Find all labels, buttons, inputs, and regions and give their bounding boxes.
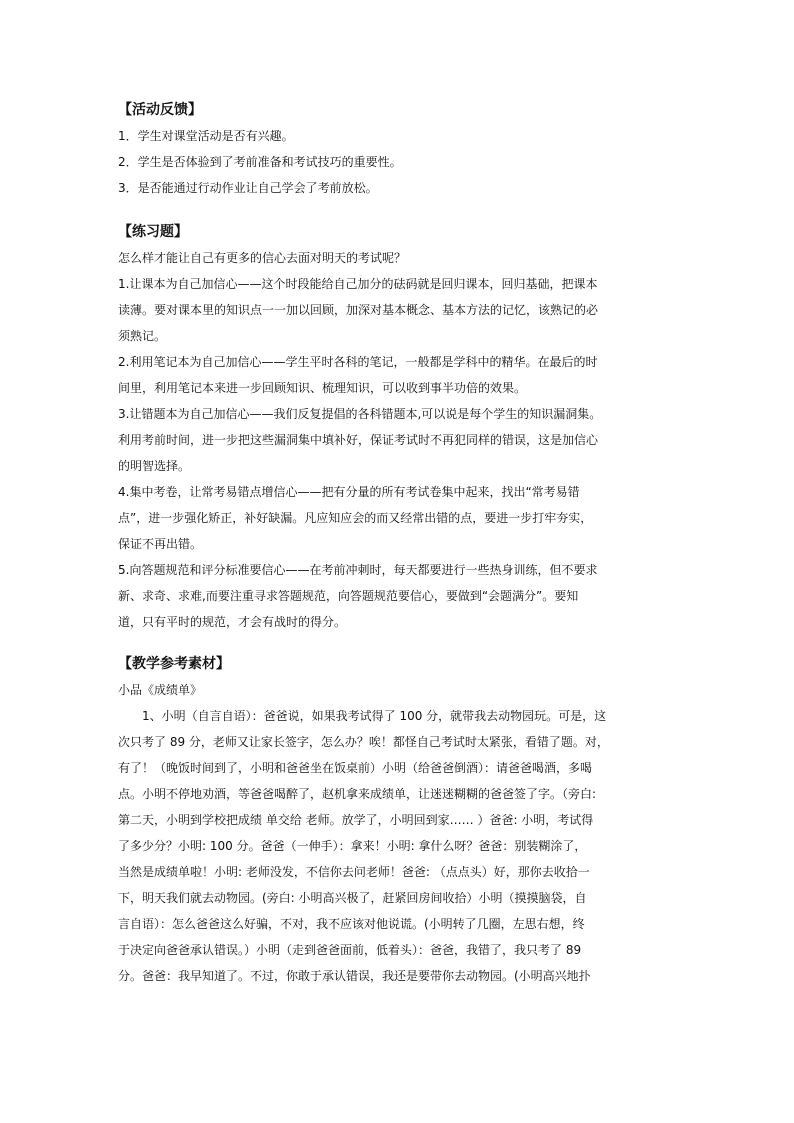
exercise-line: 2.利用笔记本为自己加信心——学生平时各科的笔记，一般都是学科中的精华。在最后的时 [118, 355, 598, 369]
section-heading-feedback: 【活动反馈】 [118, 102, 202, 118]
exercise-line: 1.让课本为自己加信心——这个时段能给自己加分的砝码就是回归课本，回归基础，把课本 [118, 277, 598, 291]
exercise-line: 5.向答题规范和评分标准要信心——在考前冲刺时，每天都要进行一些热身训练，但不要求 [118, 563, 598, 577]
feedback-item-3: 3．是否能通过行动作业让自己学会了考前放松。 [118, 181, 378, 195]
section-spacer [118, 201, 680, 219]
material-line: 了多少分？小明: 100 分。爸爸（一伸手）：拿来！小明: 拿什么呀？爸爸：别装糊涂了， [118, 839, 587, 853]
exercise-line: 读薄。要对课本里的知识点一一加以回顾，加深对基本概念、基本方法的记忆，该熟记的必 [118, 303, 599, 317]
section-spacer [118, 635, 680, 651]
material-line: 言自语）：怎么爸爸这么好骗，不对，我不应该对他说谎。(小明转了几圈，左思右想，终 [118, 917, 585, 931]
material-line: 当然是成绩单啦！小明: 老师没发，不信你去问老师！爸爸: （点点头）好，那你去收拾一 [118, 865, 590, 879]
section-heading-exercise: 【练习题】 [118, 224, 188, 240]
material-line: 下，明天我们就去动物园。(旁白: 小明高兴极了，赶紧回房间收拾）小明（摸摸脑袋，自 [118, 891, 587, 905]
material-line: 第二天，小明到学校把成绩 单交给 老师。放学了，小明回到家…… ）爸爸: 小明，考试得 [118, 813, 594, 827]
exercise-line: 点”，进一步强化矫正，补好缺漏。凡应知应会的而又经常出错的点，要进一步打牢夯实， [118, 511, 593, 525]
feedback-item-2: 2．学生是否体验到了考前准备和考试技巧的重要性。 [118, 155, 402, 169]
exercise-line: 间里，利用笔记本来进一步回顾知识、梳理知识，可以收到事半功倍的效果。 [118, 381, 527, 395]
material-line: 1、小明（自言自语）：爸爸说，如果我考试得了 100 分，就带我去动物园玩。可是，这 [142, 709, 607, 723]
exercise-line: 新、求奇、求难,而要注重寻求答题规范，向答题规范要信心，要做到“会题满分”。要知 [118, 589, 579, 603]
exercise-line: 的明智选择。 [118, 459, 191, 473]
exercise-line: 道，只有平时的规范，才会有战时的得分。 [118, 615, 347, 629]
exercise-line: 保证不再出错。 [118, 537, 203, 551]
document-body [118, 97, 680, 989]
material-line: 点。小明不停地劝酒，等爸爸喝醉了，赵机拿来成绩单，让迷迷糊糊的爸爸签了字。（旁白: [118, 787, 597, 801]
material-line: 次只考了 89 分，老师又让家长签字，怎么办？唉！都怪自己考试时太紧张，看错了题。对， [118, 735, 609, 749]
material-line: 有了！（晚饭时间到了，小明和爸爸坐在饭桌前）小明（给爸爸倒酒）：请爸爸喝酒，多喝 [118, 761, 593, 775]
section-heading-material: 【教学参考素材】 [118, 656, 230, 672]
material-line: 分。爸爸：我早知道了。不过，你敢于承认错误，我还是要带你去动物园。(小明高兴地扑 [118, 969, 591, 983]
material-line: 于决定向爸爸承认错误。）小明（走到爸爸面前，低着头）：爸爸，我错了，我只考了 89 [118, 943, 582, 957]
feedback-item-1: 1．学生对课堂活动是否有兴趣。 [118, 129, 294, 143]
exercise-question: 怎么样才能让自己有更多的信心去面对明天的考试呢？ [118, 251, 407, 265]
exercise-line: 须熟记。 [118, 329, 167, 343]
material-subtitle: 小品《成绩单》 [118, 683, 203, 697]
exercise-line: 利用考前时间，进一步把这些漏洞集中填补好，保证考试时不再犯同样的错误，这是加信心 [118, 433, 599, 447]
exercise-line: 3.让错题本为自己加信心——我们反复提倡的各科错题本,可以说是每个学生的知识漏洞集。 [118, 407, 602, 421]
exercise-line: 4.集中考卷，让常考易错点增信心——把有分量的所有考试卷集中起来，找出“常考易错 [118, 485, 580, 499]
